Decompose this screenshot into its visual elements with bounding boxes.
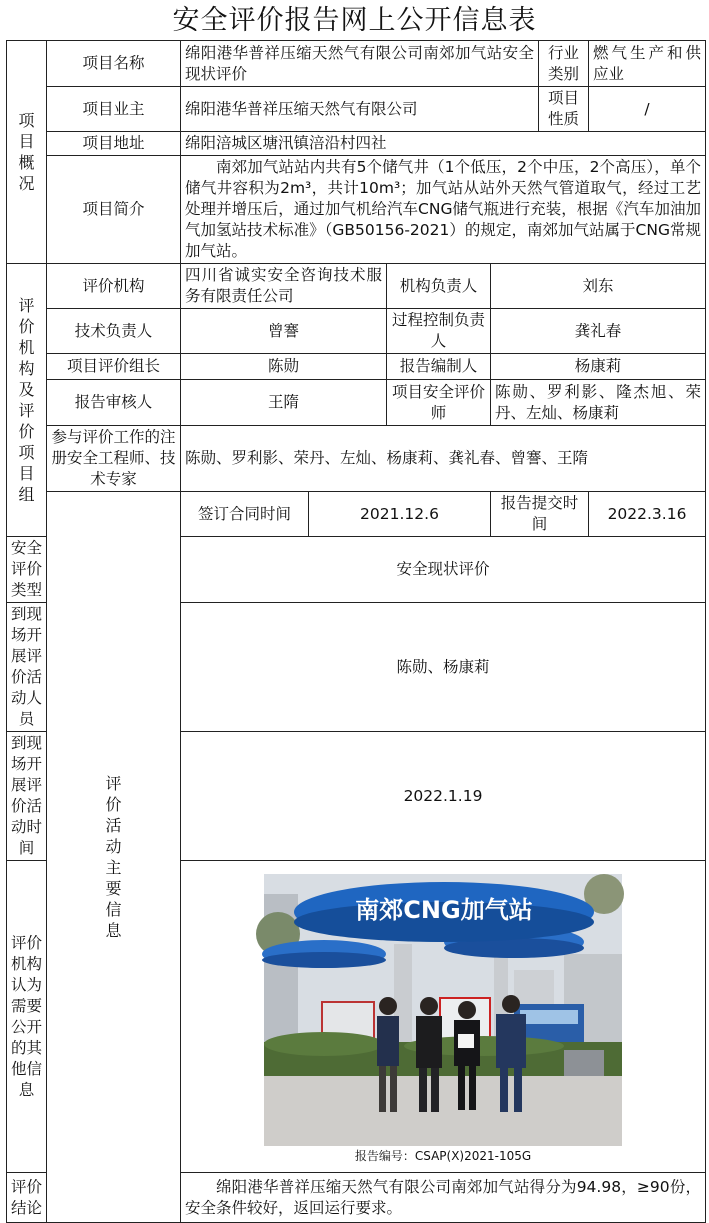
site-staff-label: 到现场开展评价活动人员 <box>7 603 47 732</box>
contract-date-value: 2021.12.6 <box>309 492 491 537</box>
group-leader-label: 项目评价组长 <box>47 354 181 380</box>
experts-label: 参与评价工作的注册安全工程师、技术专家 <box>47 426 181 492</box>
submit-date-value: 2022.3.16 <box>589 492 706 537</box>
experts-value: 陈勋、罗利影、荣丹、左灿、杨康莉、龚礼春、曾謇、王隋 <box>181 426 706 492</box>
section-org-label: 评 价 机 构 及 评 价 项 目 组 <box>7 264 47 537</box>
project-intro-value: 南郊加气站站内共有5个储气井（1个低压，2个中压，2个高压），单个储气井容积为2m³，共计10m³；加气站从站外天然气管道取气，经过工艺处理并增压后，通过加气机给汽车CNG储气瓶进行充装，根据《汽车加油加气加氢站技术标准》（GB50156-2021）的规定，南郊加气站属于CNG常规加气站。 <box>181 156 706 264</box>
tech-lead-value: 曾謇 <box>181 309 387 354</box>
gas-station-photo <box>264 874 622 1146</box>
contract-date-label: 签订合同时间 <box>181 492 309 537</box>
project-intro-label: 项目简介 <box>47 156 181 264</box>
process-control-label: 过程控制负责人 <box>387 309 491 354</box>
project-name-label: 项目名称 <box>47 41 181 87</box>
industry-label: 行业类别 <box>539 41 589 87</box>
section-overview-label: 项 目 概 况 <box>7 41 47 264</box>
industry-value: 燃气生产和供应业 <box>589 41 706 87</box>
project-name-value: 绵阳港华普祥压缩天然气有限公司南郊加气站安全现状评价 <box>181 41 539 87</box>
evaluation-type-value: 安全现状评价 <box>181 537 706 603</box>
other-info-label: 评价机构认为需要公开的其他信息 <box>7 861 47 1173</box>
section-activity-label: 评 价 活 动 主 要 信 息 <box>47 492 181 1223</box>
project-address-value: 绵阳涪城区塘汛镇涪沿村四社 <box>181 132 706 156</box>
report-writer-label: 报告编制人 <box>387 354 491 380</box>
project-address-label: 项目地址 <box>47 132 181 156</box>
report-reviewer-value: 王隋 <box>181 380 387 426</box>
report-writer-value: 杨康莉 <box>491 354 706 380</box>
project-nature-label: 项目性质 <box>539 87 589 132</box>
station-sign: 南郊CNG加气站 <box>355 895 533 924</box>
info-table <box>6 40 706 1223</box>
site-time-value: 2022.1.19 <box>181 732 706 861</box>
group-leader-value: 陈勋 <box>181 354 387 380</box>
project-nature-value: / <box>589 87 706 132</box>
report-reviewer-label: 报告审核人 <box>47 380 181 426</box>
agency-value: 四川省诚实安全咨询技术服务有限责任公司 <box>181 264 387 309</box>
project-owner-label: 项目业主 <box>47 87 181 132</box>
report-number-caption: 报告编号：CSAP(X)2021-105G <box>354 1148 532 1163</box>
agency-head-value: 刘东 <box>491 264 706 309</box>
submit-date-label: 报告提交时间 <box>491 492 589 537</box>
evaluation-type-label: 安全评价类型 <box>7 537 47 603</box>
site-time-label: 到现场开展评价活动时间 <box>7 732 47 861</box>
safety-assessor-label: 项目安全评价师 <box>387 380 491 426</box>
conclusion-value: 绵阳港华普祥压缩天然气有限公司南郊加气站得分为94.98，≥90份，安全条件较好，返回运行要求。 <box>181 1173 706 1223</box>
safety-assessor-value: 陈勋、罗利影、隆杰旭、荣丹、左灿、杨康莉 <box>491 380 706 426</box>
process-control-value: 龚礼春 <box>491 309 706 354</box>
site-staff-value: 陈勋、杨康莉 <box>181 603 706 732</box>
conclusion-label: 评价结论 <box>7 1173 47 1223</box>
site-photo <box>264 874 622 1146</box>
project-owner-value: 绵阳港华普祥压缩天然气有限公司 <box>181 87 539 132</box>
tech-lead-label: 技术负责人 <box>47 309 181 354</box>
page-title: 安全评价报告网上公开信息表 <box>172 5 537 36</box>
site-photo-cell <box>181 861 706 1173</box>
agency-label: 评价机构 <box>47 264 181 309</box>
agency-head-label: 机构负责人 <box>387 264 491 309</box>
